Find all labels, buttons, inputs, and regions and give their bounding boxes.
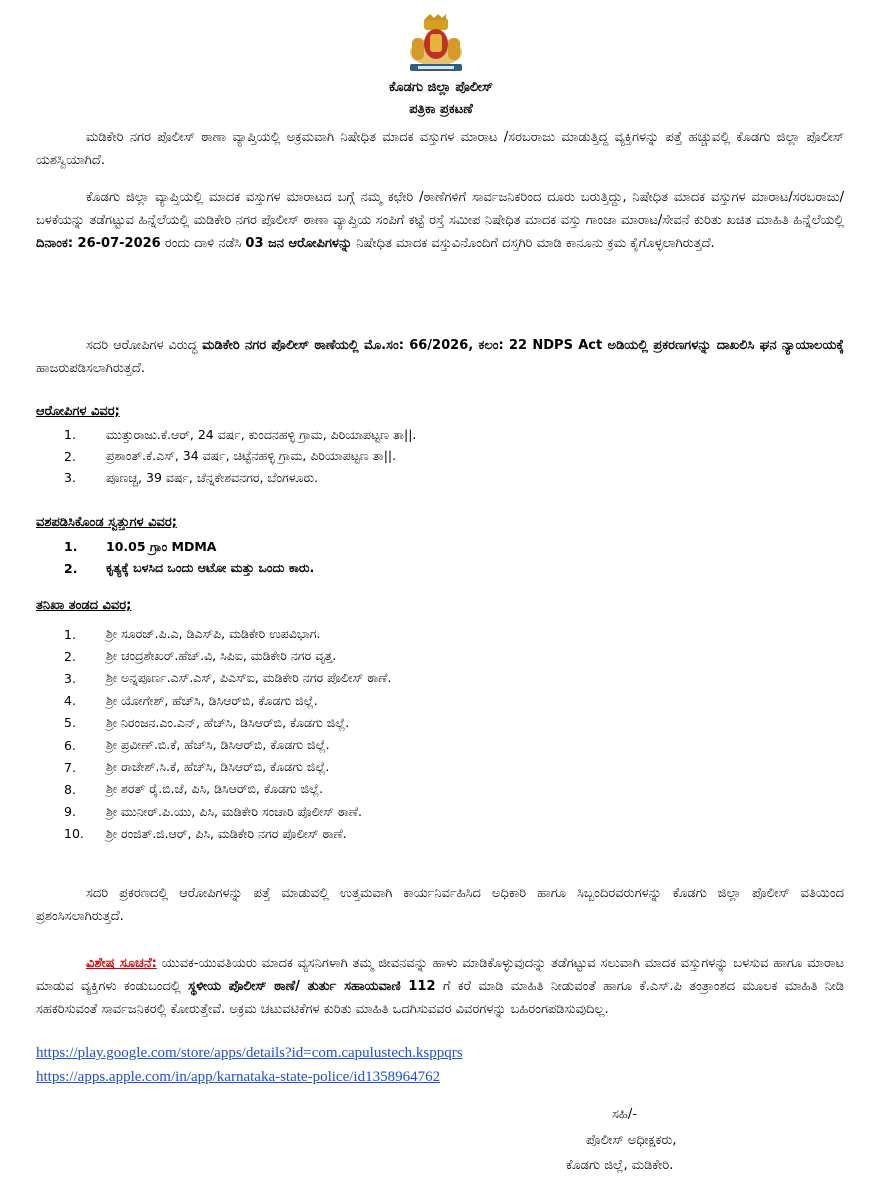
- accused-heading: ಆರೋಪಿಗಳ ವಿವರ;: [36, 404, 120, 419]
- team-item: [36, 778, 391, 800]
- team-item-number: 5.: [64, 715, 76, 731]
- notice-text-a: ಯುವಕ-ಯುವತಿಯರು ಮಾದಕ ವ್ಯಸನಿಗಳಾಗಿ ತಮ್ಮ ಜೀವನವನ್ನು ಹಾಳು ಮಾಡಿಕೊಳ್ಳುವುದನ್ನು ತಡೆಗಟ್ಟುವ ಸಲುವಾಗಿ ಮಾದಕ ವಸ್ತುಗಳನ್ನು ಬಳಸುವ ಹಾಗೂ ಮಾರಾಟ ಮಾಡುವ ವ್ಯಕ್ತಿಗಳು ಕಂಡುಬಂದಲ್ಲಿ: [36, 956, 844, 994]
- team-list: [36, 623, 391, 845]
- paragraph-case: [36, 334, 844, 380]
- accused-item: [36, 446, 416, 468]
- details-text-c: ರಂದು ದಾಳಿ ನಡೆಸಿ: [164, 236, 242, 251]
- team-item: [36, 623, 391, 645]
- signatory-office: ಕೊಡಗು ಜಿಲ್ಲೆ, ಮಡಿಕೇರಿ.: [566, 1158, 674, 1173]
- team-item-text: ಶ್ರೀ ಪ್ರವೀಣ್.ಬಿ.ಕೆ, ಹೆಚ್‌ಸಿ, ಡಿಸಿಆರ್‌ಬಿ, ಕೊಡಗು ಜಿಲ್ಲೆ.: [106, 737, 330, 753]
- appreciation-text: ಸದರಿ ಪ್ರಕರಣದಲ್ಲಿ ಆರೋಪಿಗಳನ್ನು ಪತ್ತೆ ಮಾಡುವಲ್ಲಿ ಉತ್ತಮವಾಗಿ ಕಾರ್ಯನಿರ್ವಹಿಸಿದ ಅಧಿಕಾರಿ ಹಾಗೂ ಸಿಬ್ಬಂದಿರವರುಗಳನ್ನು ಕೊಡಗು ಜಿಲ್ಲಾ ಪೊಲೀಸ್ ವತಿಯಿಂದ ಪ್ರಶಂಸಿಸಲಾಗಿರುತ್ತದೆ.: [36, 886, 844, 924]
- accused-item-text: ಮುತ್ತುರಾಜು.ಕೆ.ಆರ್, 24 ವರ್ಷ, ಕುಂದನಹಳ್ಳಿ ಗ್ರಾಮ, ಪಿರಿಯಾಪಟ್ಟಣ ತಾ||.: [106, 426, 417, 442]
- case-number: ಮಡಿಕೇರಿ ನಗರ ಪೊಲೀಸ್ ಠಾಣೆಯಲ್ಲಿ ಮೊ.ಸಂ: 66/2026, ಕಲಂ: 22 NDPS Act ಅಡಿಯಲ್ಲಿ ಪ್ರಕರಣಗಳನ್ನು ದಾಖಲಿಸಿ ಘನ ನ್ಯಾಯಾಲಯಕ್ಕೆ: [202, 338, 844, 353]
- team-item: [36, 801, 391, 823]
- team-item-number: 1.: [64, 626, 76, 642]
- team-item-number: 2.: [64, 648, 76, 664]
- signature-mark: ಸಹಿ/-: [612, 1107, 637, 1122]
- seized-item-text: ಕೃತ್ಯಕ್ಕೆ ಬಳಸಿದ ಒಂದು ಆಟೋ ಮತ್ತು ಒಂದು ಕಾರು.: [106, 560, 315, 576]
- team-item-number: 4.: [64, 693, 76, 709]
- signatory-designation: ಪೊಲೀಸ್ ಅಧೀಕ್ಷಕರು,: [586, 1133, 677, 1148]
- seized-heading: ವಶಪಡಿಸಿಕೊಂಡ ಸ್ವತ್ತುಗಳ ವಿವರ;: [36, 515, 177, 530]
- case-text-a: ಸದರಿ ಆರೋಪಿಗಳ ವಿರುದ್ಧ: [86, 338, 198, 353]
- team-heading: ತನಿಖಾ ತಂಡದ ವಿವರ;: [36, 598, 132, 613]
- team-item: [36, 756, 391, 778]
- team-item-text: ಶ್ರೀ ಯೋಗೇಶ್, ಹೆಚ್‌ಸಿ, ಡಿಸಿಆರ್‌ಬಿ, ಕೊಡಗು ಜಿಲ್ಲೆ.: [106, 692, 318, 708]
- accused-item-text: ಪೂಣಚ್ಚ, 39 ವರ್ಷ, ಚೆನ್ನಕೇಶವನಗರ, ಬೆಂಗಳೂರು.: [106, 469, 319, 485]
- office-title: ಕೊಡಗು ಜಿಲ್ಲಾ ಪೊಲೀಸ್: [388, 80, 494, 95]
- team-item: [36, 734, 391, 756]
- paragraph-details: [36, 186, 844, 255]
- app-store-link[interactable]: https://apps.apple.com/in/app/karnataka-state-police/id1358964762: [36, 1069, 441, 1085]
- paragraph-intro-text: ಮಡಿಕೇರಿ ನಗರ ಪೊಲೀಸ್ ಠಾಣಾ ವ್ಯಾಪ್ತಿಯಲ್ಲಿ ಅಕ್ರಮವಾಗಿ ನಿಷೇಧಿತ ಮಾದಕ ವಸ್ತುಗಳ ಮಾರಾಟ /ಸರಬರಾಜು ಮಾಡುತ್ತಿದ್ದ ವ್ಯಕ್ತಿಗಳನ್ನು ಪತ್ತೆ ಹಚ್ಚುವಲ್ಲಿ ಕೊಡಗು ಜಿಲ್ಲಾ ಪೊಲೀಸ್ ಯಶಸ್ವಿಯಾಗಿದೆ.: [36, 130, 844, 168]
- accused-item-number: 1.: [64, 427, 76, 443]
- notice-text-c: ಗೆ ಕರೆ ಮಾಡಿ ಮಾಹಿತಿ ನೀಡುವಂತೆ ಹಾಗೂ ಕೆ.ಎಸ್.ಪಿ ತಂತ್ರಾಂಶದ ಮೂಲಕ ಮಾಹಿತಿ ನೀಡಿ ಸಹಕರಿಸುವಂತೆ ಸಾರ್ವಜನಿಕರಲ್ಲಿ ಕೋರುತ್ತೇವೆ. ಅಕ್ರಮ ಚಟುವಟಿಕೆಗಳ ಕುರಿತು ಮಾಹಿತಿ ಒದಗಿಸುವವರ ವಿವರಗಳನ್ನು ಬಹಿರಂಗಪಡಿಸುವುದಿಲ್ಲ.: [36, 979, 844, 1017]
- details-text-a: ಕೊಡಗು ಜಿಲ್ಲಾ ವ್ಯಾಪ್ತಿಯಲ್ಲಿ ಮಾದಕ ವಸ್ತುಗಳ ಮಾರಾಟದ ಬಗ್ಗೆ ನಮ್ಮ ಕಛೇರಿ /ಠಾಣೆಗಳಿಗೆ ಸಾರ್ವಜನಿಕರಿಂದ ದೂರು ಬರುತ್ತಿದ್ದು, ನಿಷೇಧಿತ ಮಾದಕ ವಸ್ತುಗಳ ಮಾರಾಟ/ಸರಬರಾಜು/ ಬಳಕೆಯನ್ನು ತಡೆಗಟ್ಟುವ ಹಿನ್ನೆಲೆಯಲ್ಲಿ ಮಡಿಕೇರಿ ನಗರ ಪೊಲೀಸ್ ಠಾಣಾ ವ್ಯಾಪ್ತಿಯ ಸಂಪಿಗೆ ಕಟ್ಟೆ ರಸ್ತೆ ಸಮೀಪ ನಿಷೇಧಿತ ಮಾದಕ ವಸ್ತು ಗಾಂಜಾ ಮಾರಾಟ/ಸೇವನೆ ಕುರಿತು ಖಚಿತ ಮಾಹಿತಿ ಹಿನ್ನೆಲೆಯಲ್ಲಿ: [36, 190, 844, 228]
- accused-item-number: 2.: [64, 448, 76, 464]
- team-item: [36, 667, 391, 689]
- case-text-c: ಹಾಜರುಪಡಿಸಲಾಗಿರುತ್ತದೆ.: [36, 361, 145, 376]
- team-item-number: 3.: [64, 670, 76, 686]
- team-item-text: ಶ್ರೀ ಶರತ್ ರೈ.ಬಿ.ಜೆ, ಪಿಸಿ, ಡಿಸಿಆರ್‌ಬಿ, ಕೊಡಗು ಜಿಲ್ಲೆ.: [106, 781, 324, 797]
- team-item-text: ಶ್ರೀ ಮುನೀರ್.ಪಿ.ಯು, ಪಿಸಿ, ಮಡಿಕೇರಿ ಸಂಚಾರಿ ಪೊಲೀಸ್ ಠಾಣೆ.: [106, 803, 362, 819]
- team-item: [36, 645, 391, 667]
- details-text-e: ನಿಷೇಧಿತ ಮಾದಕ ವಸ್ತುವಿನೊಂದಿಗೆ ದಸ್ತಗಿರಿ ಮಾಡಿ ಕಾನೂನು ಕ್ರಮ ಕೈಗೊಳ್ಳಲಾಗಿರುತ್ತದೆ.: [356, 236, 715, 251]
- seized-item-number: 2.: [64, 560, 78, 576]
- team-item-text: ಶ್ರೀ ರಾಜೇಶ್.ಸಿ.ಕೆ, ಹೆಚ್‌ಸಿ, ಡಿಸಿಆರ್‌ಬಿ, ಕೊಡಗು ಜಿಲ್ಲೆ.: [106, 759, 330, 775]
- play-store-link[interactable]: https://play.google.com/store/apps/details?id=com.capulustech.ksppqrs: [36, 1045, 463, 1061]
- press-release-title: ಪತ್ರಿಕಾ ಪ್ರಕಟಣೆ: [409, 102, 473, 117]
- raid-date: ದಿನಾಂಕ: 26-07-2026: [36, 236, 161, 251]
- accused-list: [36, 424, 416, 489]
- paragraph-appreciation: [36, 882, 844, 928]
- team-item-text: ಶ್ರೀ ನಿರಂಜನ.ಎಂ.ಎನ್, ಹೆಚ್‌ಸಿ, ಡಿಸಿಆರ್‌ಬಿ, ಕೊಡಗು ಜಿಲ್ಲೆ.: [106, 714, 350, 730]
- paragraph-intro: [36, 126, 844, 172]
- team-item-number: 6.: [64, 737, 76, 753]
- accused-count: 03 ಜನ ಆರೋಪಿಗಳನ್ನು: [245, 236, 353, 251]
- seized-item-number: 1.: [64, 539, 78, 555]
- helpline-text: ಸ್ಥಳೀಯ ಪೊಲೀಸ್ ಠಾಣೆ/ ತುರ್ತು ಸಹಾಯವಾಣಿ 112: [188, 979, 436, 994]
- special-notice: [36, 952, 844, 1021]
- seized-list: [36, 536, 314, 579]
- team-item-text: ಶ್ರೀ ರಂಜಿತ್.ಜಿ.ಆರ್, ಪಿಸಿ, ಮಡಿಕೇರಿ ನಗರ ಪೊಲೀಸ್ ಠಾಣೆ.: [106, 825, 347, 841]
- seized-item: [36, 536, 314, 558]
- team-item: [36, 823, 391, 845]
- seized-item-text: 10.05 ಗ್ರಾಂ MDMA: [106, 538, 217, 554]
- team-item-text: ಶ್ರೀ ಚಂದ್ರಶೇಖರ್.ಹೆಚ್.ವಿ, ಸಿಪಿಐ, ಮಡಿಕೇರಿ ನಗರ ವೃತ್ತ.: [106, 648, 337, 664]
- accused-item: [36, 424, 416, 446]
- state-emblem-icon: [404, 14, 468, 74]
- team-item-number: 9.: [64, 804, 76, 820]
- team-item-text: ಶ್ರೀ ಸೂರಜ್.ಪಿ.ಎ, ಡಿಎಸ್‌ಪಿ, ಮಡಿಕೇರಿ ಉಪವಿಭಾಗ.: [106, 626, 321, 642]
- accused-item-number: 3.: [64, 470, 76, 486]
- accused-item-text: ಪ್ರಶಾಂತ್.ಕೆ.ಎಸ್, 34 ವರ್ಷ, ಚಿಟ್ಟೆನಹಳ್ಳಿ ಗ್ರಾಮ, ಪಿರಿಯಾಪಟ್ಟಣ ತಾ||.: [106, 448, 397, 464]
- special-notice-label: ವಿಶೇಷ ಸೂಚನೆ:: [86, 956, 157, 971]
- team-item-text: ಶ್ರೀ ಅನ್ನಪೂರ್ಣ.ಎಸ್.ಎಸ್, ಪಿಎಸ್‌ಐ, ಮಡಿಕೇರಿ ನಗರ ಪೊಲೀಸ್ ಠಾಣೆ.: [106, 670, 392, 686]
- team-item-number: 10.: [64, 826, 84, 842]
- seized-item: [36, 558, 314, 580]
- team-item-number: 7.: [64, 759, 76, 775]
- team-item: [36, 690, 391, 712]
- accused-item: [36, 467, 416, 489]
- team-item-number: 8.: [64, 781, 76, 797]
- team-item: [36, 712, 391, 734]
